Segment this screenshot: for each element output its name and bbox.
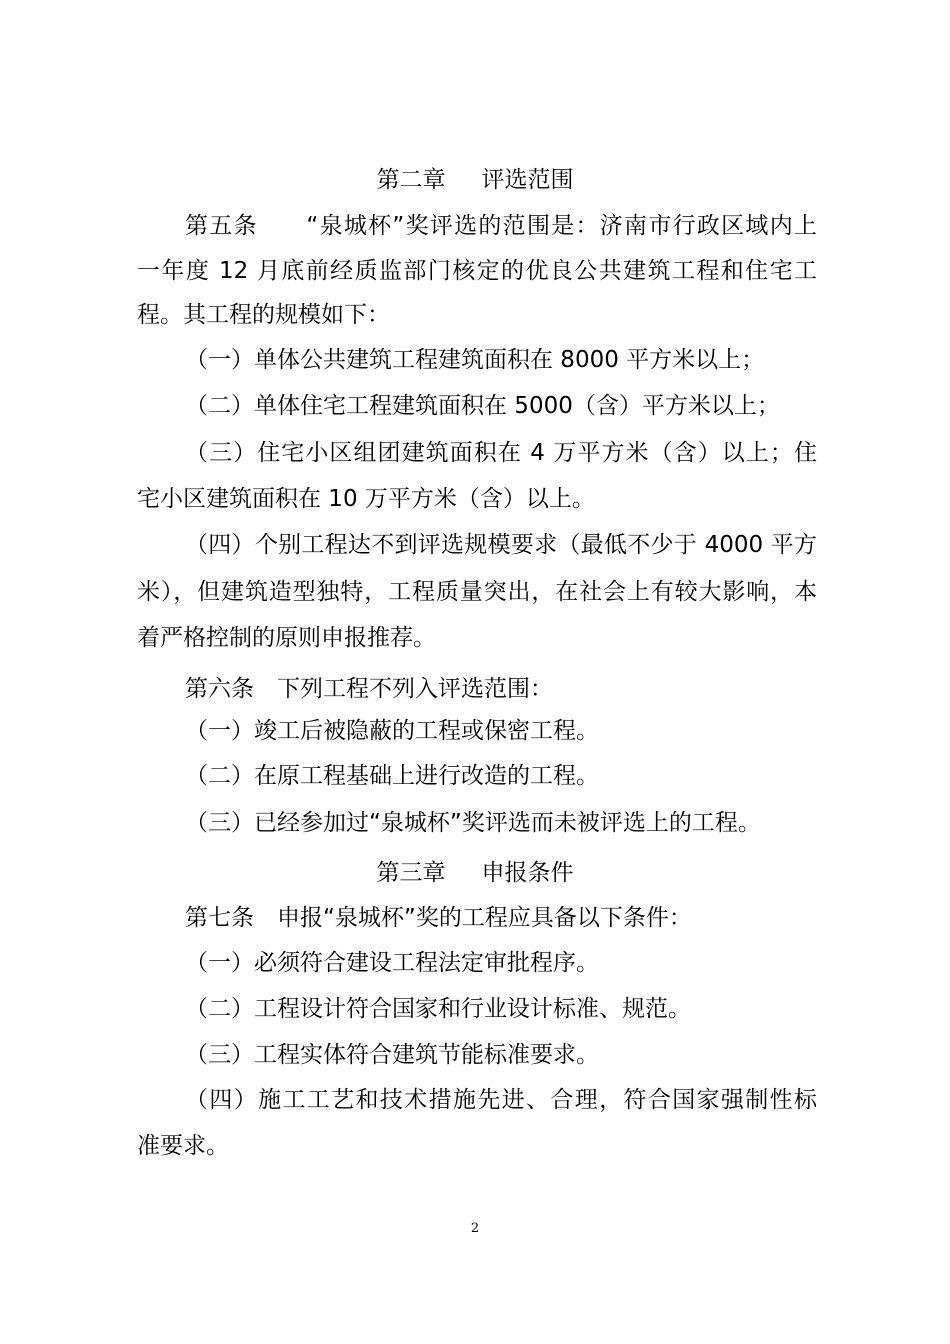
- chapter-2-heading: [0, 165, 950, 195]
- article-5-item-3-line-2: 宅小区建筑面积在 10 万平方米（含）以上。: [137, 486, 595, 512]
- article-7-item-4-line-2: 准要求。: [137, 1133, 229, 1159]
- article-6-item-1: （一）竣工后被隐蔽的工程或保密工程。: [185, 718, 599, 744]
- article-5-item-2: （二）单体住宅工程建筑面积在 5000（含）平方米以上；: [185, 393, 780, 419]
- article-5-item-4-line-1: （四）个别工程达不到评选规模要求（最低不少于 4000 平方: [185, 532, 817, 558]
- article-7-line-1: 第七条 申报“泉城杯”奖的工程应具备以下条件：: [185, 905, 692, 931]
- chapter-2-label: 第二章: [376, 167, 446, 193]
- article-7-item-4-line-1: （四）施工工艺和技术措施先进、合理，符合国家强制性标: [185, 1087, 817, 1113]
- article-5-item-3-line-1: （三）住宅小区组团建筑面积在 4 万平方米（含）以上；住: [185, 440, 817, 466]
- chapter-3-title: 申报条件: [481, 860, 574, 886]
- chapter-2-title: 评选范围: [481, 167, 574, 193]
- article-5-item-4-line-3: 着严格控制的原则申报推荐。: [137, 625, 436, 651]
- chapter-3-label: 第三章: [376, 860, 446, 886]
- article-6-item-3: （三）已经参加过“泉城杯”奖评选而未被评选上的工程。: [185, 810, 761, 836]
- article-5-line-3: 程。其工程的规模如下：: [137, 302, 390, 328]
- article-6-item-2: （二）在原工程基础上进行改造的工程。: [185, 763, 599, 789]
- chapter-3-heading: [0, 858, 950, 888]
- article-6-line-1: 第六条 下列工程不列入评选范围：: [185, 676, 553, 702]
- article-7-item-2: （二）工程设计符合国家和行业设计标准、规范。: [185, 996, 691, 1022]
- article-5-item-1: （一）单体公共建筑工程建筑面积在 8000 平方米以上；: [185, 347, 765, 373]
- article-5-item-4-line-2: 米），但建筑造型独特，工程质量突出，在社会上有较大影响，本: [137, 579, 817, 605]
- article-7-item-1: （一）必须符合建设工程法定审批程序。: [185, 950, 599, 976]
- article-5-line-2: 一年度 12 月底前经质监部门核定的优良公共建筑工程和住宅工: [137, 258, 817, 284]
- article-5-line-1: 第五条 “泉城杯”奖评选的范围是：济南市行政区域内上: [185, 213, 817, 239]
- article-7-item-3: （三）工程实体符合建筑节能标准要求。: [185, 1042, 599, 1068]
- page-number: 2: [470, 1221, 480, 1236]
